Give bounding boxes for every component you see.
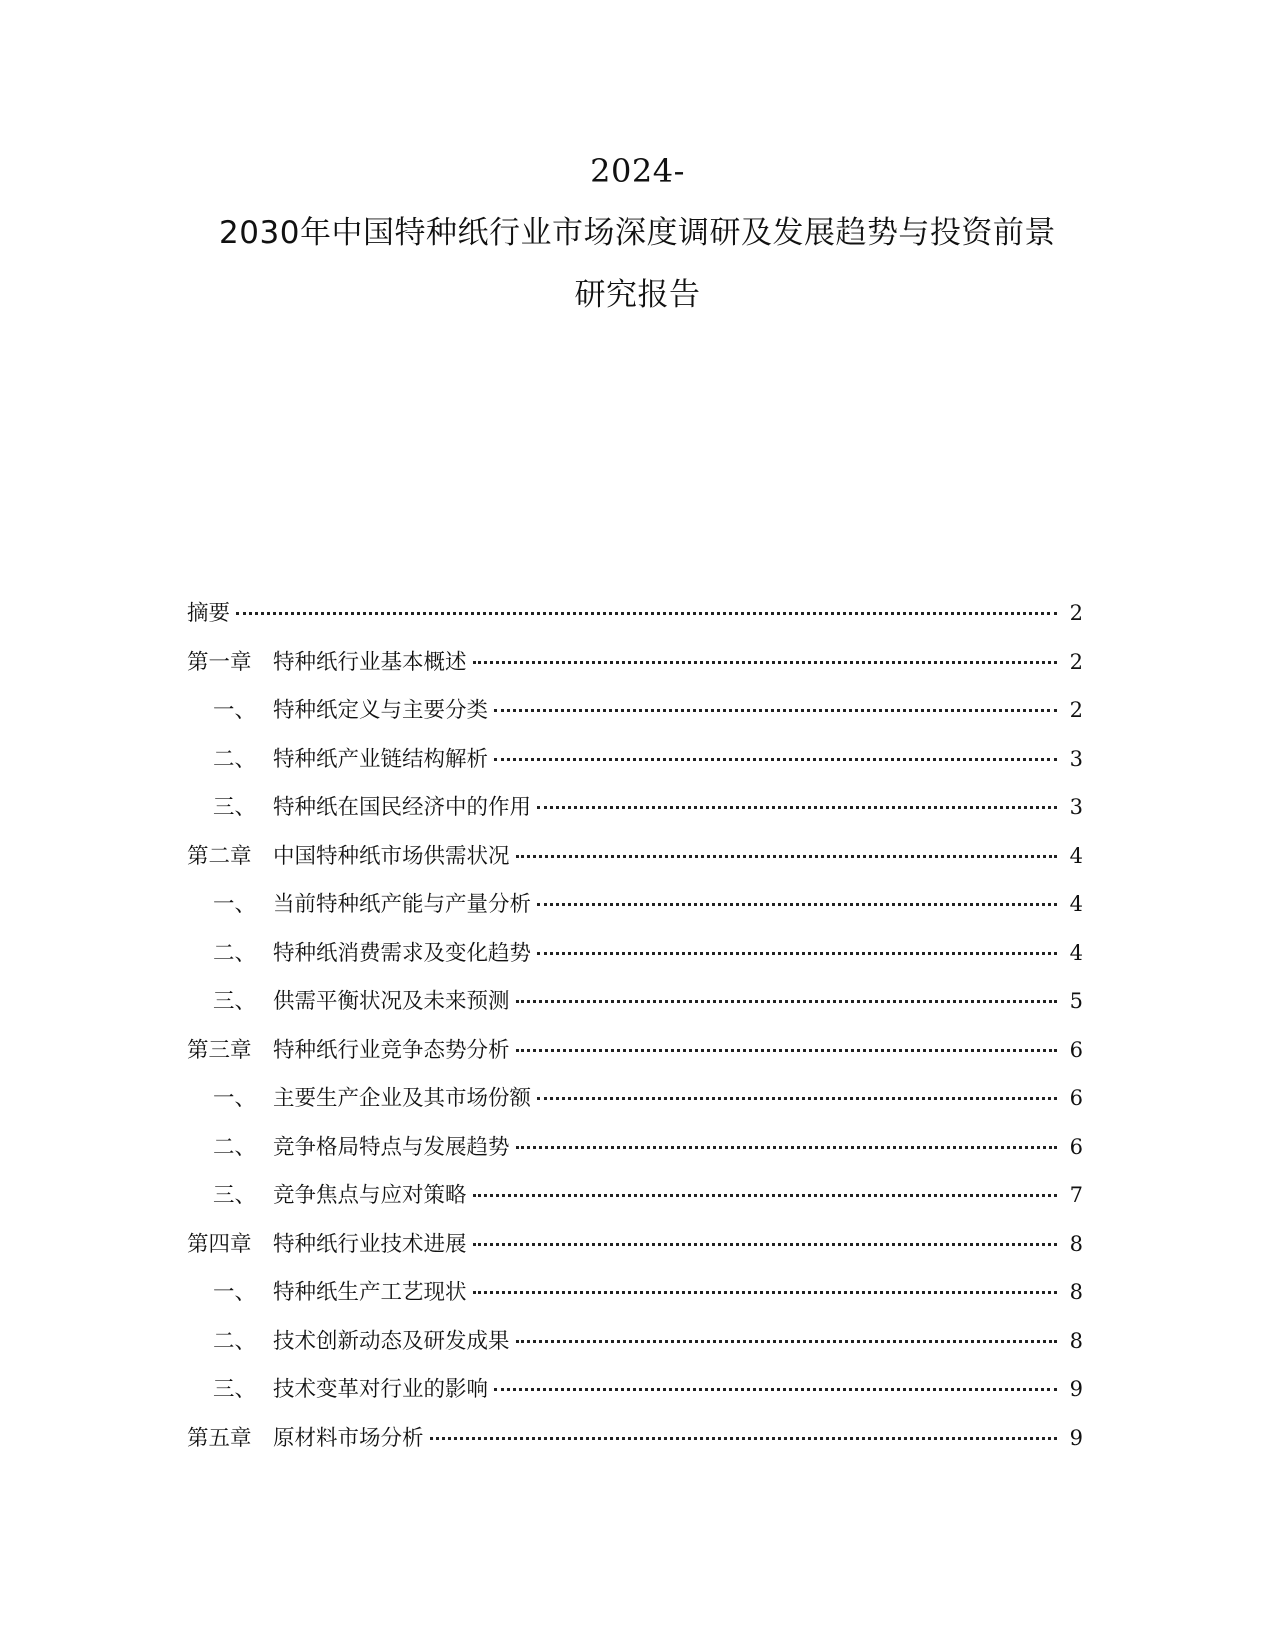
toc-dot-leader	[430, 1437, 1057, 1440]
toc-entry-number: 一、	[213, 698, 257, 723]
toc-page-number: 4	[1069, 892, 1083, 916]
toc-entry-title: 中国特种纸市场供需状况	[273, 843, 510, 869]
toc-dot-leader	[516, 1049, 1057, 1052]
toc-entry-title: 竞争格局特点与发展趋势	[273, 1134, 510, 1160]
toc-dot-leader	[473, 1194, 1057, 1197]
toc-dot-leader	[537, 903, 1057, 906]
toc-entry-number: 三、	[213, 1183, 257, 1208]
toc-page-number: 6	[1069, 1134, 1083, 1159]
toc-entry-title: 竞争焦点与应对策略	[273, 1183, 467, 1208]
toc-chapter-entry[interactable]	[187, 1421, 1083, 1470]
toc-section-entry[interactable]	[187, 1130, 1083, 1179]
toc-section-entry[interactable]	[187, 1178, 1083, 1227]
toc-page-number: 3	[1069, 746, 1083, 771]
toc-entry-title: 特种纸行业技术进展	[273, 1231, 467, 1257]
toc-section-entry[interactable]	[187, 1275, 1083, 1324]
toc-dot-leader	[494, 1388, 1057, 1391]
title-line-3: 研究报告	[574, 277, 701, 313]
toc-dot-leader	[494, 709, 1057, 712]
toc-entry-title: 主要生产企业及其市场份额	[273, 1086, 532, 1111]
toc-entry-title: 技术创新动态及研发成果	[273, 1328, 510, 1354]
toc-entry-title: 特种纸定义与主要分类	[273, 698, 489, 723]
toc-entry-title: 特种纸产业链结构解析	[273, 746, 489, 772]
toc-page-number: 8	[1069, 1328, 1083, 1353]
title-line-2: 2030年中国特种纸行业市场深度调研及发展趋势与投资前景	[219, 215, 1056, 251]
toc-page-number: 9	[1069, 1377, 1083, 1401]
toc-dot-leader	[473, 661, 1057, 664]
toc-page-number: 4	[1069, 843, 1083, 868]
toc-entry-title: 特种纸消费需求及变化趋势	[273, 940, 532, 966]
toc-section-entry[interactable]	[187, 693, 1083, 742]
toc-chapter-entry[interactable]	[187, 1033, 1083, 1082]
toc-page-number: 9	[1069, 1425, 1083, 1450]
toc-entry-number: 第二章	[187, 843, 252, 869]
toc-entry-title: 当前特种纸产能与产量分析	[273, 892, 532, 917]
toc-page-number: 8	[1069, 1280, 1083, 1304]
toc-page-number: 8	[1069, 1231, 1083, 1256]
toc-dot-leader	[494, 758, 1057, 761]
toc-page-number: 4	[1069, 940, 1083, 965]
toc-entry-number: 三、	[213, 795, 257, 820]
toc-dot-leader	[516, 1340, 1057, 1343]
toc-entry-title: 技术变革对行业的影响	[273, 1377, 489, 1402]
toc-entry-title: 特种纸生产工艺现状	[273, 1280, 467, 1305]
toc-dot-leader	[516, 1146, 1057, 1149]
toc-section-entry[interactable]	[187, 984, 1083, 1033]
toc-dot-leader	[537, 806, 1057, 809]
toc-page-number: 2	[1069, 649, 1083, 674]
toc-entry-number: 第四章	[187, 1231, 252, 1257]
toc-chapter-entry[interactable]	[187, 1227, 1083, 1276]
toc-entry-number: 三、	[213, 1377, 257, 1402]
toc-entry-title: 特种纸行业基本概述	[273, 649, 467, 675]
toc-entry-title: 特种纸在国民经济中的作用	[273, 795, 532, 820]
toc-page-number: 2	[1069, 698, 1083, 722]
toc-dot-leader	[516, 855, 1057, 858]
toc-chapter-entry[interactable]	[187, 839, 1083, 888]
toc-entry-number: 二、	[213, 746, 257, 772]
report-title	[0, 140, 1275, 326]
toc-entry-number: 二、	[213, 1328, 257, 1354]
toc-entry-number: 一、	[213, 1280, 257, 1305]
toc-dot-leader	[537, 952, 1057, 955]
toc-entry-number: 第五章	[187, 1425, 252, 1451]
toc-entry-number: 二、	[213, 940, 257, 966]
toc-dot-leader	[537, 1097, 1057, 1100]
toc-section-entry[interactable]	[187, 887, 1083, 936]
toc-entry-number: 一、	[213, 892, 257, 917]
toc-entry-number: 三、	[213, 989, 257, 1014]
toc-entry-number: 二、	[213, 1134, 257, 1160]
toc-entry-number: 第三章	[187, 1037, 252, 1063]
toc-page-number: 2	[1069, 601, 1083, 625]
toc-dot-leader	[516, 1000, 1057, 1003]
toc-chapter-entry[interactable]	[187, 596, 1083, 645]
toc-entry-title: 原材料市场分析	[273, 1425, 424, 1451]
toc-page-number: 6	[1069, 1037, 1083, 1062]
toc-dot-leader	[236, 612, 1057, 615]
toc-dot-leader	[473, 1243, 1057, 1246]
toc-section-entry[interactable]	[187, 1081, 1083, 1130]
table-of-contents	[187, 596, 1083, 1469]
toc-entry-title: 供需平衡状况及未来预测	[273, 989, 510, 1014]
toc-page-number: 6	[1069, 1086, 1083, 1110]
toc-section-entry[interactable]	[187, 742, 1083, 791]
toc-section-entry[interactable]	[187, 790, 1083, 839]
title-line-1: 2024-	[590, 152, 685, 190]
toc-dot-leader	[473, 1291, 1057, 1294]
toc-page-number: 3	[1069, 795, 1083, 819]
toc-section-entry[interactable]	[187, 1372, 1083, 1421]
toc-page-number: 7	[1069, 1183, 1083, 1207]
toc-page-number: 5	[1069, 989, 1083, 1013]
toc-section-entry[interactable]	[187, 1324, 1083, 1373]
toc-chapter-entry[interactable]	[187, 645, 1083, 694]
toc-section-entry[interactable]	[187, 936, 1083, 985]
toc-entry-title: 摘要	[187, 601, 231, 626]
toc-entry-number: 一、	[213, 1086, 257, 1111]
toc-entry-number: 第一章	[187, 649, 252, 675]
toc-entry-title: 特种纸行业竞争态势分析	[273, 1037, 510, 1063]
